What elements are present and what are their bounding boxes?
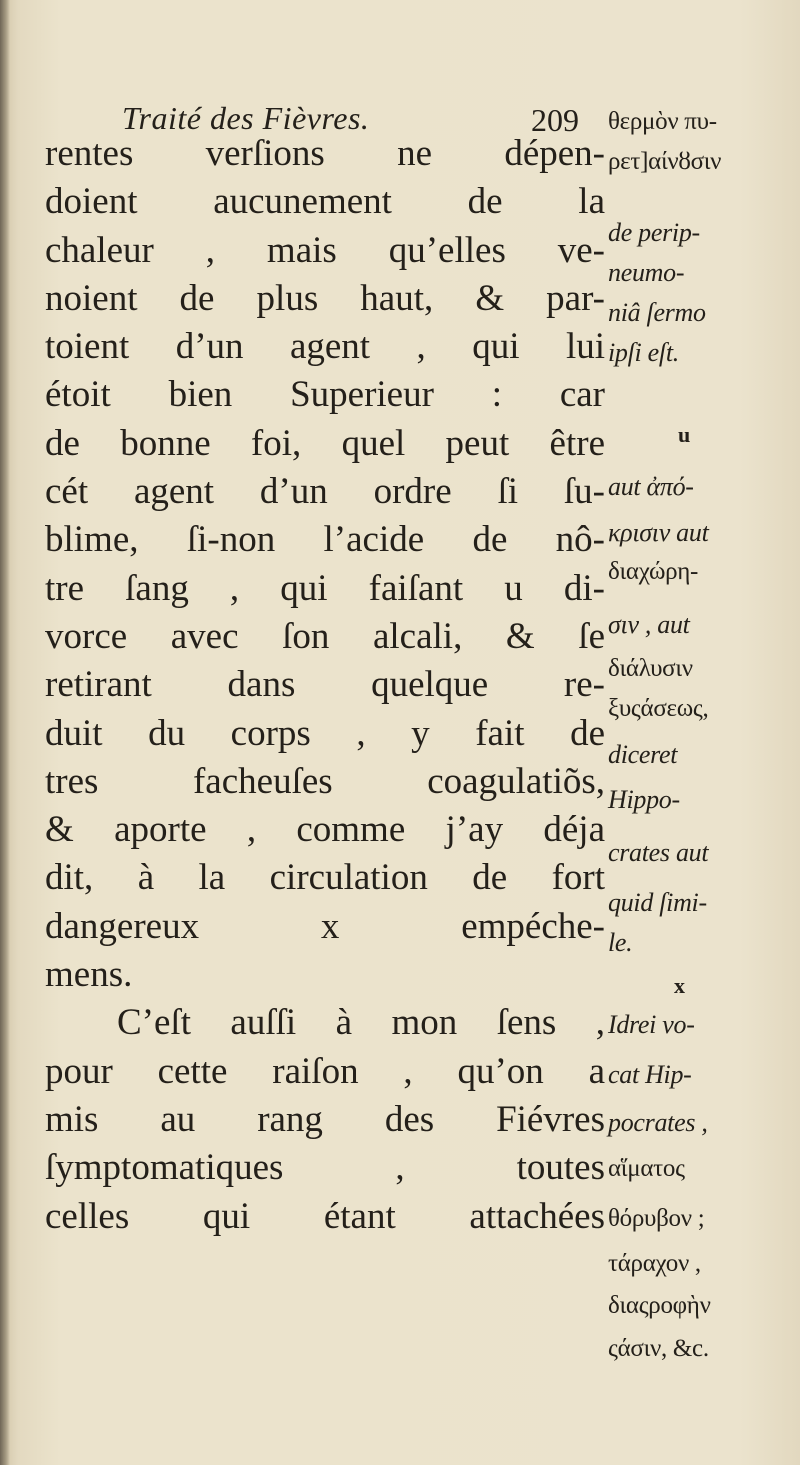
text-line: doient aucunement de la — [45, 181, 605, 223]
margin-note-line: cat Hip- — [608, 1060, 692, 1089]
margin-note-line: Idrei vo- — [608, 1010, 695, 1039]
text-line: chaleur , mais qu’elles ve- — [45, 229, 605, 271]
text-line: ſymptomatiques , toutes — [45, 1147, 605, 1189]
page-number: 209 — [531, 102, 579, 138]
text-line: dangereux x empéche- — [45, 905, 605, 947]
margin-note-line: σιν , aut — [608, 610, 690, 639]
margin-note-line: aut ἀπό- — [608, 472, 694, 501]
page-gutter-shadow — [0, 0, 10, 1465]
text-line: mis au rang des Fiévres — [45, 1098, 605, 1140]
text-line: tre ſang , qui faiſant u di- — [45, 567, 605, 609]
margin-note-line: de perip- — [608, 218, 700, 247]
paragraph-start-line: C’eſt auſſi à mon ſens , — [117, 1002, 605, 1044]
text-line: tres facheuſes coagulatiõs, — [45, 760, 605, 802]
margin-note-line: Hippo- — [608, 785, 680, 814]
text-line: toient d’un agent , qui lui — [45, 326, 605, 368]
margin-note-line: τάραχον , — [608, 1250, 701, 1277]
margin-note-line: crates aut — [608, 838, 709, 867]
footnote-marker-x: x — [674, 973, 685, 998]
margin-note-line: pocrates , — [608, 1108, 708, 1137]
text-line: de bonne foi, quel peut être — [45, 422, 605, 464]
paragraph-end-line: mens. — [45, 954, 133, 996]
running-title: Traité des Fièvres. — [122, 100, 370, 136]
margin-note-line: θόρυβον ; — [608, 1205, 705, 1232]
margin-note-line: niâ ſermo — [608, 298, 706, 327]
text-line: dit, à la circulation de fort — [45, 857, 605, 899]
text-line: celles qui étant attachées — [45, 1195, 605, 1237]
margin-note-line: ρετ]αίνȣσιν — [608, 148, 722, 175]
text-line: étoit bien Superieur : car — [45, 374, 605, 416]
margin-note-line: διαςροφὴν — [608, 1292, 711, 1319]
text-line: retirant dans quelque re- — [45, 664, 605, 706]
margin-note-line: neumo- — [608, 258, 685, 287]
footnote-marker-u: u — [678, 422, 690, 447]
text-line: noient de plus haut, & par- — [45, 277, 605, 319]
margin-note-line: ipſi eſt. — [608, 338, 679, 367]
text-line: vorce avec ſon alcali, & ſe — [45, 615, 605, 657]
margin-note-line: θερμὸν πυ- — [608, 108, 717, 135]
text-line: pour cette raiſon , qu’on a — [45, 1050, 605, 1092]
margin-note-line: diceret — [608, 740, 678, 769]
main-text-block — [45, 130, 605, 1241]
text-line: & aporte , comme j’ay déja — [45, 809, 605, 851]
margin-note-line: quid ſimi- — [608, 888, 707, 917]
margin-note-line: διάλυσιν — [608, 655, 693, 682]
margin-note-line: κρισιν aut — [608, 518, 709, 547]
margin-note-line: αἵματος — [608, 1155, 685, 1182]
text-line: blime, ſi-non l’acide de nô- — [45, 519, 605, 561]
margin-note-line: le. — [608, 928, 633, 957]
margin-note-line: ςάσιν, &c. — [608, 1335, 709, 1362]
text-line: duit du corps , y fait de — [45, 712, 605, 754]
margin-note-line: διαχώρη- — [608, 558, 699, 585]
text-line: cét agent d’un ordre ſi ſu- — [45, 471, 605, 513]
text-line: rentes verſions ne dépen- — [45, 133, 605, 174]
margin-note-line: ξυςάσεως, — [608, 695, 709, 722]
